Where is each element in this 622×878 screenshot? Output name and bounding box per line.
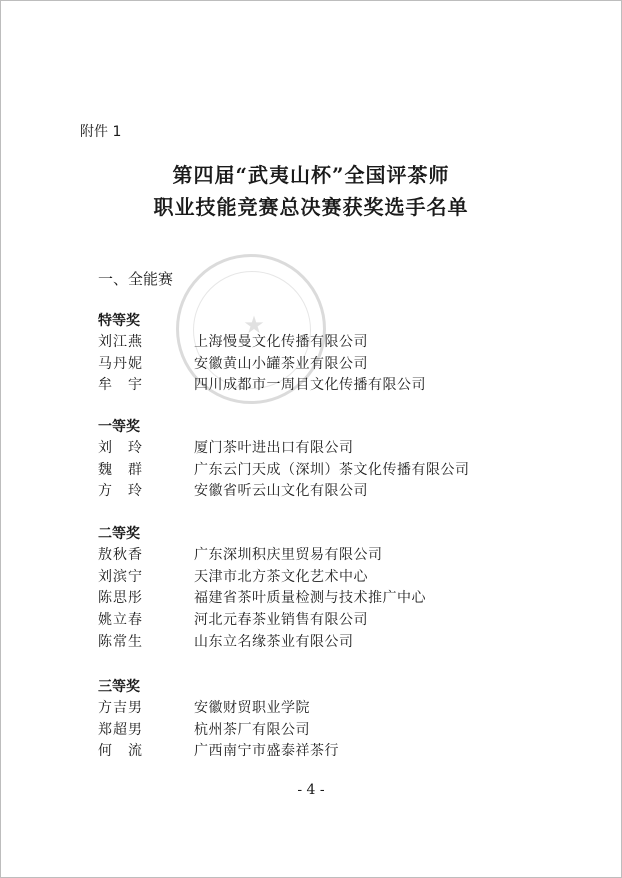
prize-title: 二等奖 — [98, 526, 140, 542]
winner-name: 陈常生 — [98, 633, 143, 650]
winner-name: 魏 群 — [98, 461, 143, 478]
prize-group-second — [98, 523, 538, 653]
winner-name: 姚立春 — [98, 612, 143, 629]
prize-group-third — [98, 676, 538, 763]
winner-organization: 天津市北方茶文化艺术中心 — [194, 568, 368, 585]
winner-name: 郑超男 — [98, 721, 143, 738]
winner-organization: 广东云门天成（深圳）茶文化传播有限公司 — [194, 461, 470, 478]
winner-organization: 杭州茶厂有限公司 — [194, 721, 310, 738]
winner-name: 陈思彤 — [98, 590, 143, 607]
document-title-line-2: 职业技能竞赛总决赛获奖选手名单 — [153, 195, 469, 219]
winner-organization: 广西南宁市盛泰祥茶行 — [194, 743, 339, 760]
winner-name: 刘江燕 — [98, 334, 143, 350]
winner-row — [98, 698, 538, 720]
winner-row — [98, 567, 538, 589]
winner-row — [98, 588, 538, 610]
page-number: - 4 - — [297, 782, 325, 798]
winner-name: 刘 玲 — [98, 440, 143, 456]
prize-title: 三等奖 — [98, 679, 140, 695]
prize-title: 一等奖 — [98, 419, 140, 435]
winner-row — [98, 610, 538, 632]
winner-name: 何 流 — [98, 743, 143, 760]
section-heading: 一、全能赛 — [98, 270, 174, 288]
winner-row — [98, 741, 538, 763]
winner-organization: 上海慢曼文化传播有限公司 — [194, 334, 368, 350]
winner-organization: 厦门茶叶进出口有限公司 — [194, 440, 354, 456]
winner-row — [98, 354, 538, 376]
winner-row — [98, 332, 538, 354]
winner-organization: 河北元春茶业销售有限公司 — [194, 612, 368, 629]
winner-row — [98, 460, 538, 482]
winner-row — [98, 545, 538, 567]
attachment-label: 附件 1 — [80, 124, 122, 140]
winner-organization: 广东深圳积庆里贸易有限公司 — [194, 547, 383, 563]
winner-organization: 福建省茶叶质量检测与技术推广中心 — [194, 590, 426, 607]
winner-organization: 安徽省听云山文化有限公司 — [194, 483, 368, 500]
winner-row — [98, 438, 538, 460]
winner-name: 马丹妮 — [98, 355, 143, 372]
winner-name: 刘滨宁 — [98, 568, 143, 585]
winner-organization: 安徽财贸职业学院 — [194, 700, 310, 716]
winner-row — [98, 720, 538, 742]
winner-organization: 安徽黄山小罐茶业有限公司 — [194, 355, 368, 372]
prize-group-first — [98, 416, 538, 503]
winner-row — [98, 481, 538, 503]
winner-name: 方吉男 — [98, 700, 143, 716]
prize-title: 特等奖 — [98, 313, 140, 329]
winner-name: 敖秋香 — [98, 547, 143, 563]
winner-organization: 四川成都市一周目文化传播有限公司 — [194, 377, 426, 394]
winner-organization: 山东立名缘茶业有限公司 — [194, 633, 354, 650]
document-title-line-1: 第四届“武夷山杯”全国评茶师 — [172, 163, 450, 187]
winner-name: 方 玲 — [98, 483, 143, 500]
winner-row — [98, 375, 538, 397]
prize-group-special — [98, 310, 538, 397]
winner-row — [98, 632, 538, 654]
seal-star-icon: ★ — [243, 311, 265, 339]
winner-name: 牟 宇 — [98, 377, 143, 394]
